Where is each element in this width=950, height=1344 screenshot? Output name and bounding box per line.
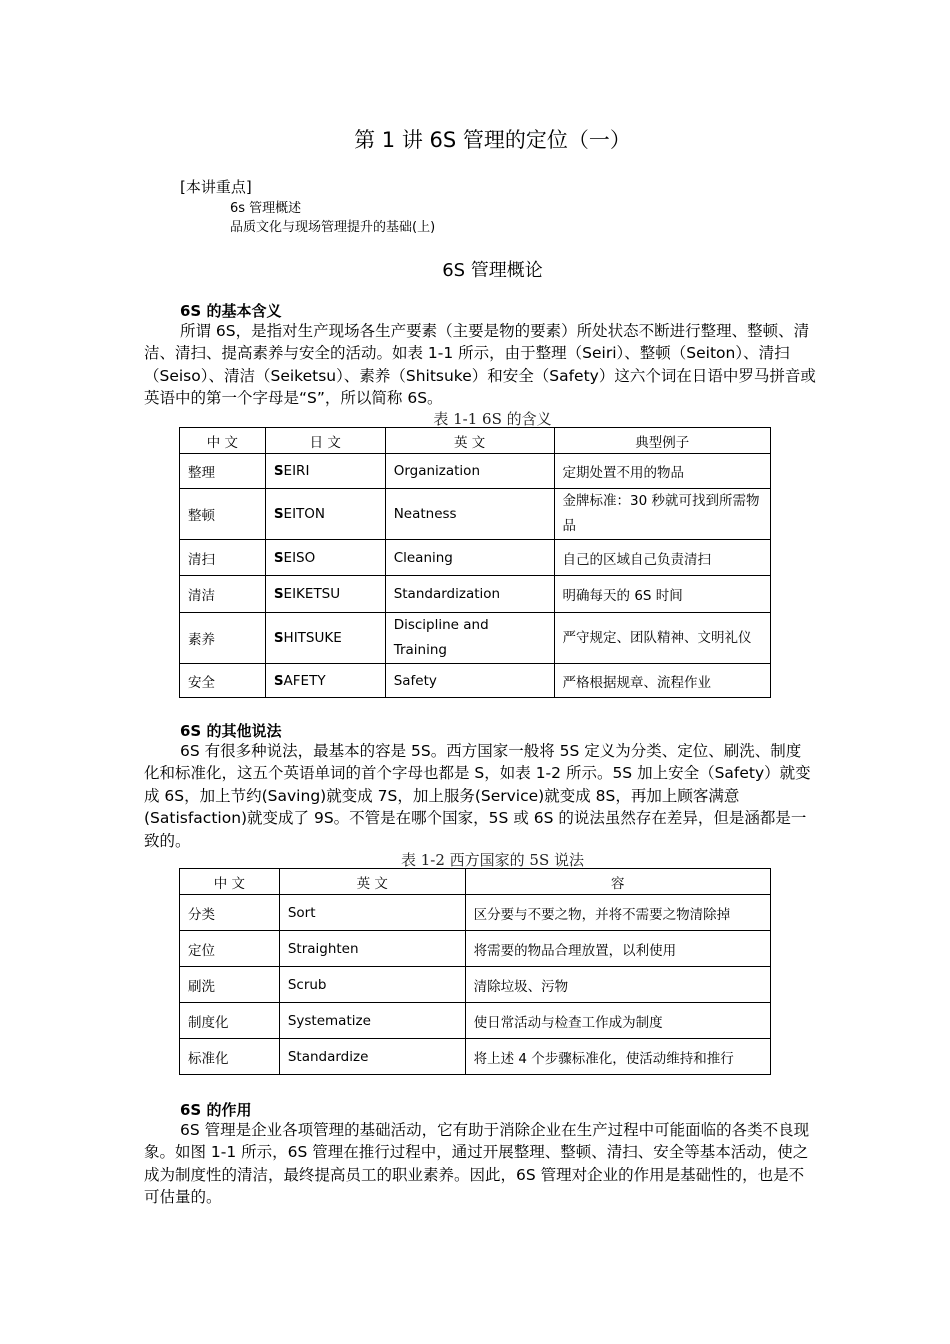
paragraph-function: 6S 管理是企业各项管理的基础活动，它有助于消除企业在生产过程中可能面临的各类不良现象。如图 1-1 所示，6S 管理在推行过程中，通过开展整理、整顿、清扫、安全等基本活动，使之成为制度性的清洁，最终提高员工的职业素养。因此，6S 管理对企业的作用是基础性的，也是不可估量的。	[144, 1121, 810, 1207]
table-row	[180, 895, 771, 931]
cell-english: Neatness	[385, 489, 554, 540]
cell-chinese: 安全	[180, 664, 266, 698]
cell-chinese: 定位	[180, 931, 280, 967]
cell-description: 使日常活动与检查工作成为制度	[465, 1003, 770, 1039]
cell-english: Standardize	[279, 1039, 465, 1075]
heading-other-names: 6S 的其他说法	[180, 722, 282, 740]
table-header-row	[180, 869, 771, 895]
paragraph-basic-meaning: 所谓 6S，是指对生产现场各生产要素（主要是物的要素）所处状态不断进行整理、整顿、清洁、清扫、提高素养与安全的活动。如表 1-1 所示，由于整理（Seiri）、整顿（Seiton）、清扫（Seiso）、清洁（Seiketsu）、素养（Shitsuke）和安全（Safety）这六个词在日语中罗马拼音或英语中的第一个字母是“S”，所以简称 6S。	[144, 322, 816, 408]
cell-chinese: 标准化	[180, 1039, 280, 1075]
header-cell: 中 文	[180, 869, 280, 895]
table-6s-meaning	[179, 427, 771, 698]
cell-chinese: 整顿	[180, 489, 266, 540]
table-row	[180, 967, 771, 1003]
cell-japanese: SEISO	[265, 540, 385, 576]
cell-example: 明确每天的 6S 时间	[554, 576, 770, 613]
cell-english: Safety	[385, 664, 554, 698]
header-cell: 典型例子	[554, 428, 770, 454]
table2-caption: 表 1-2 西方国家的 5S 说法	[400, 851, 585, 869]
paragraph-other-names: 6S 有很多种说法，最基本的容是 5S。西方国家一般将 5S 定义为分类、定位、刷洗、制度化和标准化，这五个英语单词的首个字母也都是 S，如表 1-2 所示。5S 加上安全（Safety）就变成 6S，加上节约(Saving)就变成 7S，加上服务(Service)就变成 8S，再加上顾客满意(Satisfaction)就变成了 9S。不管是在哪个国家，5S 或 6S 的说法虽然存在差异，但是涵都是一致的。	[144, 742, 811, 850]
cell-english: Scrub	[279, 967, 465, 1003]
cell-japanese: SEIKETSU	[265, 576, 385, 613]
heading-function: 6S 的作用	[180, 1101, 252, 1119]
cell-example: 金牌标准：30 秒就可找到所需物品	[554, 489, 770, 540]
table-row	[180, 931, 771, 967]
key-point-item: 品质文化与现场管理提升的基础(上)	[230, 220, 436, 235]
cell-example: 严守规定、团队精神、文明礼仪	[554, 613, 770, 664]
header-cell: 英 文	[279, 869, 465, 895]
cell-japanese: SEITON	[265, 489, 385, 540]
table-row	[180, 576, 771, 613]
cell-description: 将上述 4 个步骤标准化，使活动维持和推行	[465, 1039, 770, 1075]
table-row	[180, 489, 771, 540]
cell-english: Straighten	[279, 931, 465, 967]
cell-japanese: SAFETY	[265, 664, 385, 698]
header-cell: 日 文	[265, 428, 385, 454]
cell-english: Standardization	[385, 576, 554, 613]
page-title: 第 1 讲 6S 管理的定位（一）	[354, 128, 631, 152]
table-row	[180, 664, 771, 698]
table-row	[180, 454, 771, 489]
cell-description: 将需要的物品合理放置，以利使用	[465, 931, 770, 967]
table-header-row	[180, 428, 771, 454]
cell-chinese: 素养	[180, 613, 266, 664]
table-row	[180, 1039, 771, 1075]
cell-chinese: 清洁	[180, 576, 266, 613]
cell-japanese: SHITSUKE	[265, 613, 385, 664]
cell-english: Sort	[279, 895, 465, 931]
cell-chinese: 刷洗	[180, 967, 280, 1003]
cell-description: 区分要与不要之物，并将不需要之物清除掉	[465, 895, 770, 931]
cell-chinese: 整理	[180, 454, 266, 489]
cell-example: 定期处置不用的物品	[554, 454, 770, 489]
cell-english: Discipline and Training	[385, 613, 554, 664]
section-title: 6S 管理概论	[442, 260, 543, 281]
cell-japanese: SEIRI	[265, 454, 385, 489]
header-cell: 英 文	[385, 428, 554, 454]
header-cell: 中 文	[180, 428, 266, 454]
cell-english: Cleaning	[385, 540, 554, 576]
table-row	[180, 540, 771, 576]
cell-example: 严格根据规章、流程作业	[554, 664, 770, 698]
table-row	[180, 1003, 771, 1039]
heading-basic-meaning: 6S 的基本含义	[180, 302, 282, 320]
cell-english: Systematize	[279, 1003, 465, 1039]
key-point-item: 6s 管理概述	[230, 201, 302, 216]
cell-example: 自己的区域自己负责清扫	[554, 540, 770, 576]
cell-chinese: 分类	[180, 895, 280, 931]
cell-chinese: 清扫	[180, 540, 266, 576]
table-row	[180, 613, 771, 664]
table1-caption: 表 1-1 6S 的含义	[433, 410, 552, 428]
cell-english: Organization	[385, 454, 554, 489]
key-points-label: [本讲重点]	[180, 178, 252, 196]
table-western-5s	[179, 868, 771, 1075]
cell-chinese: 制度化	[180, 1003, 280, 1039]
cell-description: 清除垃圾、污物	[465, 967, 770, 1003]
header-cell: 容	[465, 869, 770, 895]
